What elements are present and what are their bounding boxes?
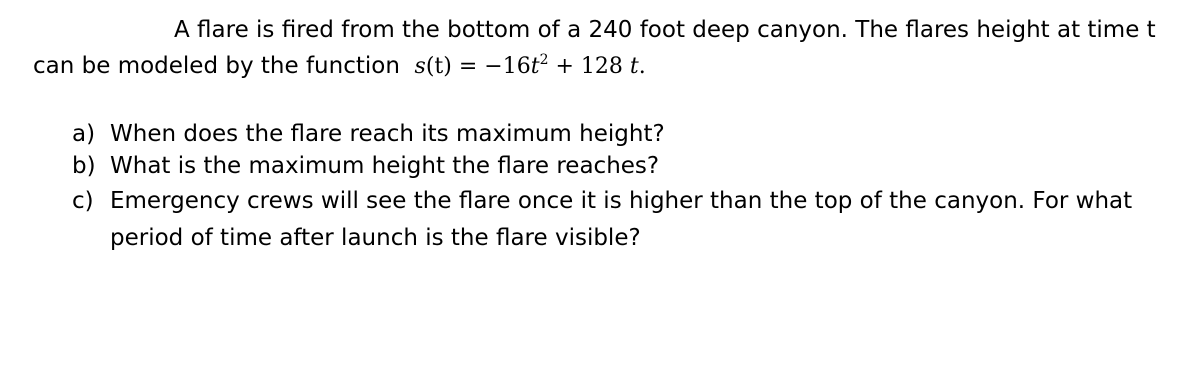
eq-variable-t-2: t [629,54,639,79]
question-a-text: When does the flare reach its maximum height? [110,121,665,147]
eq-exponent: 2 [539,52,549,68]
question-a-marker: a) [72,121,96,147]
eq-coefficient: −16 [484,54,531,79]
eq-period: . [638,54,646,79]
eq-variable-t: t [530,54,540,79]
eq-linear-term: + 128 [555,54,623,79]
intro-text: can be modeled by the function [33,53,400,79]
question-b-text: What is the maximum height the flare reaches? [110,153,660,179]
intro-line-1: A flare is fired from the bottom of a 240 foot deep canyon. The flares height at time t [174,17,1156,43]
question-c-text: Emergency crews will see the flare once it is higher than the top of the canyon. For what [110,188,1133,214]
question-b-marker: b) [72,153,96,179]
eq-function-name: s [414,54,426,79]
eq-argument: (t) [425,54,452,79]
intro-line-2 [33,51,646,82]
height-equation [415,54,646,79]
question-c-text-continued: period of time after launch is the flare visible? [110,225,641,251]
eq-equals: = [458,54,478,79]
question-c-marker: c) [72,188,94,214]
